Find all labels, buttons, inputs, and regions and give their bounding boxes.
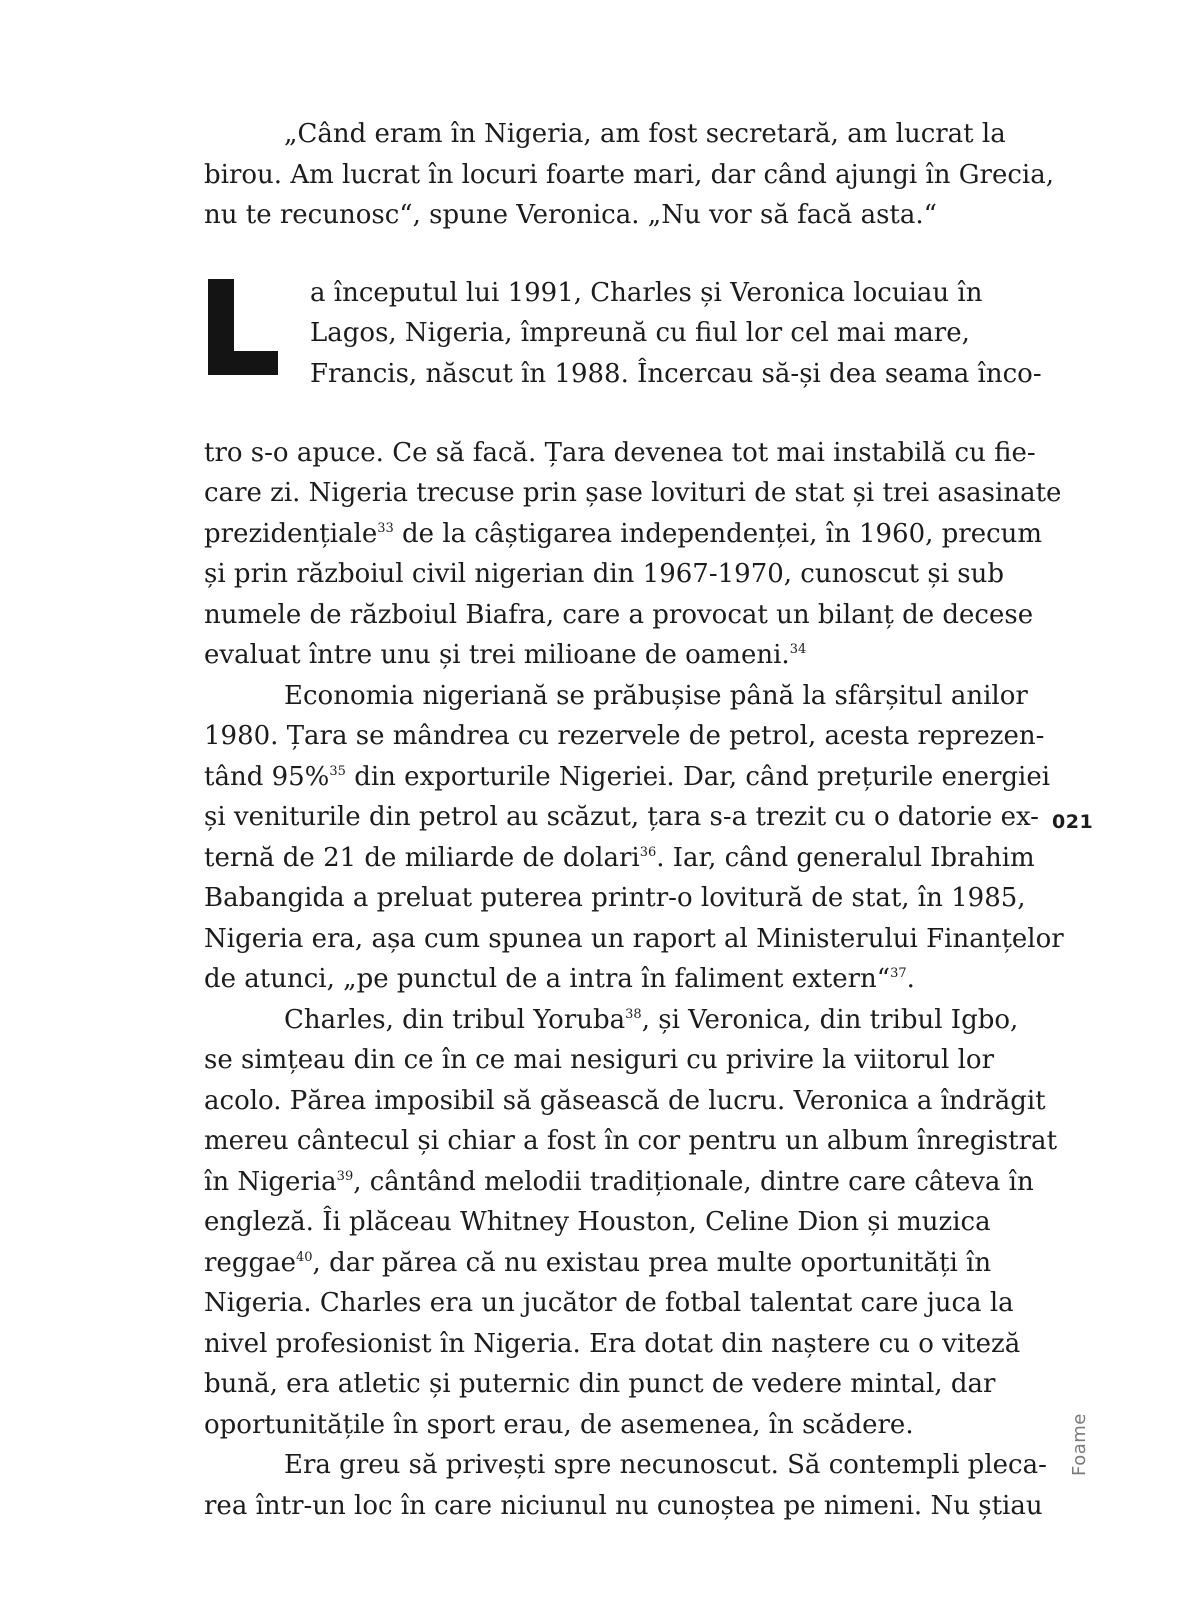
footnote-ref: 33 [377, 520, 394, 536]
paragraph-2 [204, 676, 1064, 1000]
text-line: Francis, născut în 1988. Încercau să-și dea seama înco- [310, 358, 1042, 389]
quote-paragraph [204, 114, 1055, 236]
text-line: și veniturile din petrol au scăzut, țara s-a trezit cu o datorie ex- [204, 802, 1039, 832]
drop-cap-foot [208, 351, 278, 375]
text-line: se simțeau din ce în ce mai nesiguri cu privire la viitorul lor [204, 1045, 994, 1075]
footnote-ref: 34 [789, 642, 807, 657]
text-line [204, 959, 1017, 1000]
text-segment: ternă de 21 de miliarde de dolari [204, 842, 640, 873]
text-segment: , cântând melodii tradiționale, dintre care câteva în [353, 1166, 1034, 1197]
text-segment: în Nigeria [204, 1166, 337, 1197]
text-segment: tând 95% [204, 761, 330, 792]
text-line: nivel profesionist în Nigeria. Era dotat din naștere cu o viteză [204, 1328, 1021, 1359]
running-title: Foame [1069, 1413, 1090, 1476]
text-segment: evaluat între unu și trei milioane de oameni. [204, 640, 790, 670]
text-line: Era greu să privești spre necunoscut. Să contempli pleca- [284, 1450, 1047, 1480]
text-line [204, 635, 1017, 676]
footnote-ref: 35 [329, 763, 346, 779]
text-line: „Când eram în Nigeria, am fost secretară, am lucrat la [284, 119, 1006, 149]
text-line: rea într-un loc în care niciunul nu cunoștea pe nimeni. Nu știau [204, 1490, 1043, 1521]
text-segment: prezidențiale [204, 518, 378, 549]
text-line [204, 757, 1051, 798]
text-line: mereu cântecul și chiar a fost în cor pentru un album înregistrat [204, 1126, 1058, 1156]
text-line: birou. Am lucrat în locuri foarte mari, dar când ajungi în Grecia, [204, 159, 1055, 190]
text-line: engleză. Îi plăceau Whitney Houston, Celine Dion și muzica [204, 1207, 991, 1237]
text-segment: de la câștigarea independenței, în 1960, precum [393, 518, 1043, 549]
text-line: nu te recunosc“, spune Veronica. „Nu vor să facă asta.“ [204, 200, 937, 230]
text-line: și prin războiul civil nigerian din 1967-1970, cunoscut și sub [204, 559, 1005, 589]
footnote-ref: 37 [890, 966, 907, 981]
text-line: tro s-o apuce. Ce să facă. Țara devenea tot mai instabilă cu fie- [204, 437, 1036, 468]
text-line: acolo. Părea imposibil să găsească de lucru. Veronica a îndrăgit [204, 1085, 1046, 1116]
text-line: Nigeria. Charles era un jucător de fotbal talentat care juca la [204, 1288, 1014, 1318]
text-line: numele de războiul Biafra, care a provocat un bilanț de decese [204, 599, 1034, 630]
text-line: Economia nigeriană se prăbușise până la sfârșitul anilor [284, 680, 1028, 711]
text-line [204, 1243, 1017, 1284]
text-line [204, 514, 1043, 555]
text-line [204, 1162, 1034, 1203]
text-segment: de atunci, „pe punctul de a intra în faliment extern“ [204, 964, 891, 994]
text-line: care zi. Nigeria trecuse prin șase lovituri de stat și trei asasinate [204, 478, 1062, 508]
text-line: Nigeria era, așa cum spunea un raport al Ministerului Finanțelor [204, 923, 1064, 954]
paragraph-3 [204, 1000, 1058, 1446]
footnote-ref: 40 [296, 1249, 313, 1265]
text-line [204, 1000, 1017, 1041]
text-segment: din exporturile Nigeriei. Dar, când prețurile energiei [345, 761, 1051, 792]
paragraph-1 [204, 433, 1062, 676]
text-line: Lagos, Nigeria, împreună cu fiul lor cel mai mare, [310, 318, 970, 348]
footnote-ref: 36 [639, 844, 657, 860]
paragraph-4 [204, 1445, 1047, 1526]
text-line: a începutul lui 1991, Charles și Veronica locuiau în [310, 277, 983, 308]
text-line: bună, era atletic și puternic din punct de vedere mintal, dar [204, 1369, 996, 1399]
footnote-ref: 39 [336, 1168, 354, 1184]
text-segment: Charles, din tribul Yoruba [284, 1004, 626, 1035]
text-segment: , dar părea că nu existau prea multe oportunități în [312, 1247, 992, 1278]
page-number: 021 [1052, 811, 1094, 833]
text-line: oportunitățile în sport erau, de asemenea, în scădere. [204, 1409, 914, 1440]
text-column [204, 114, 1064, 1526]
text-line: Babangida a preluat puterea printr-o lovitură de stat, în 1985, [204, 883, 1026, 913]
text-segment: reggae [204, 1247, 296, 1278]
text-line [204, 838, 1035, 879]
text-segment: . Iar, când generalul Ibrahim [656, 842, 1035, 873]
footnote-ref: 38 [625, 1006, 642, 1022]
text-segment: , și Veronica, din tribul Igbo, [641, 1004, 1019, 1035]
text-segment: . [906, 964, 915, 994]
section-opening [204, 273, 1042, 433]
text-line: 1980. Țara se mândrea cu rezervele de petrol, acesta reprezen- [204, 721, 1045, 751]
drop-cap [204, 273, 280, 383]
